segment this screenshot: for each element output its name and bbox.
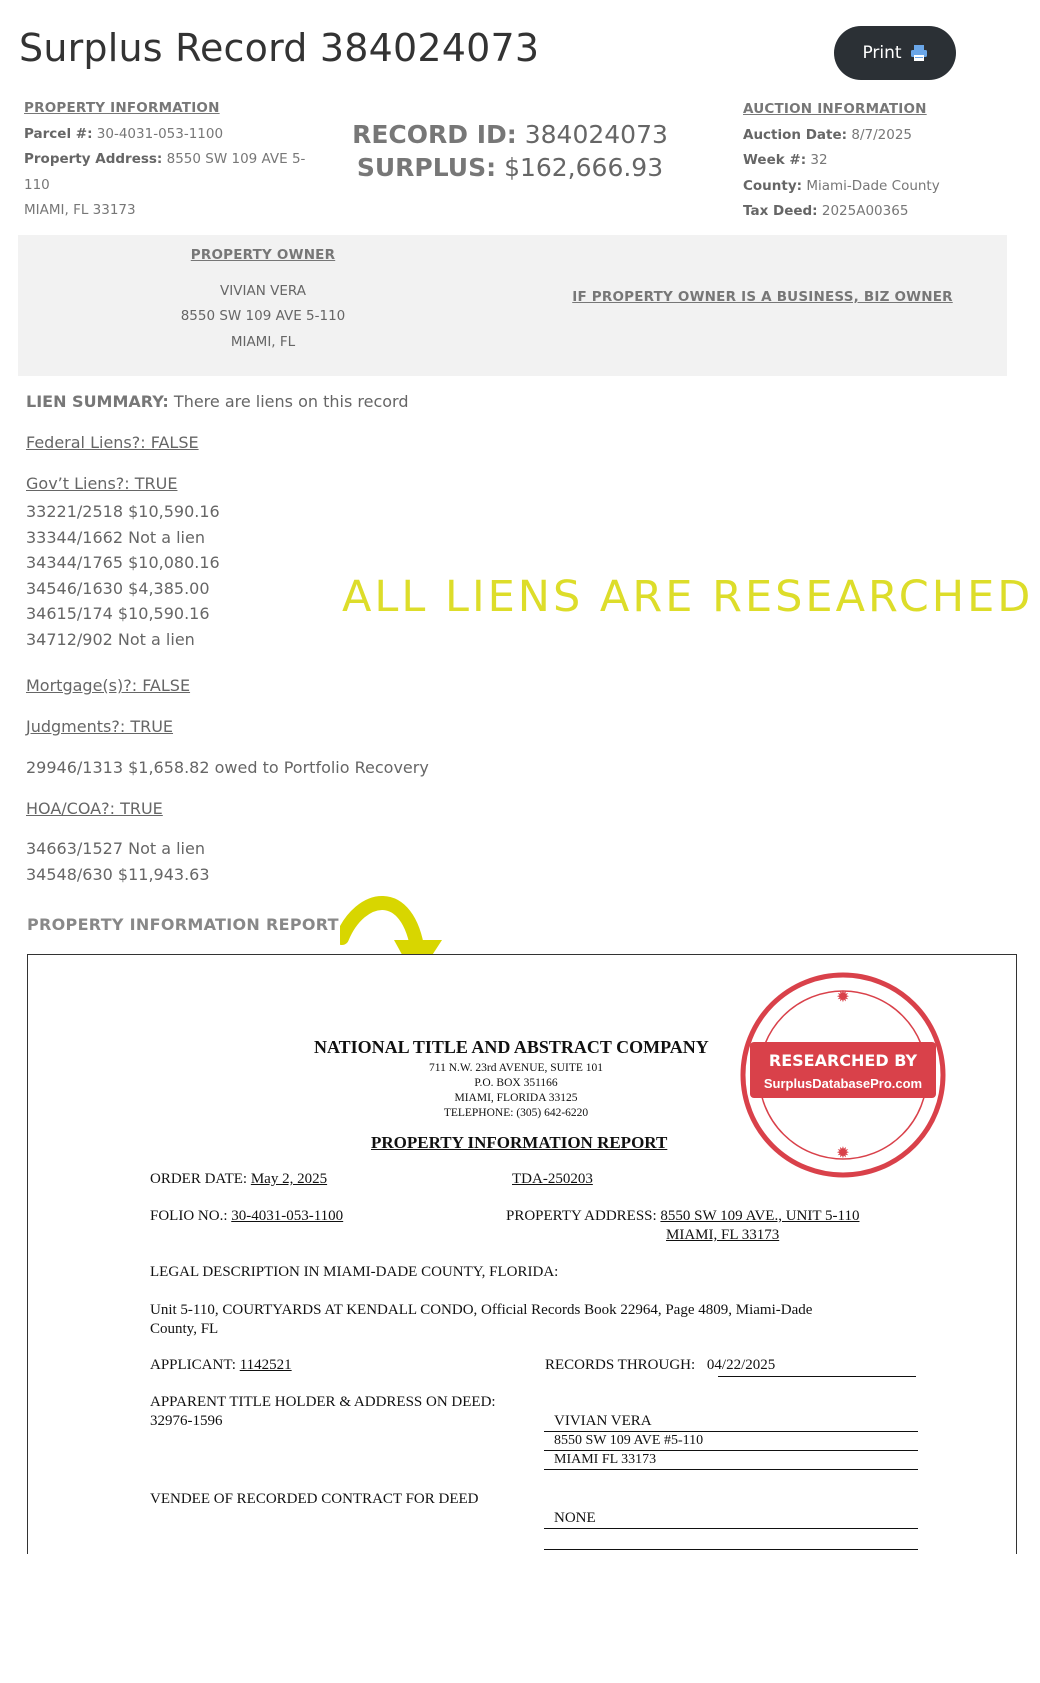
gov-lien-list — [26, 499, 220, 652]
tax-deed-row: Tax Deed: 2025A00365 — [743, 203, 909, 219]
order-date: ORDER DATE: May 2, 2025 — [150, 1171, 328, 1187]
property-information-report — [27, 954, 1017, 1554]
report-section-heading: PROPERTY INFORMATION REPORT — [27, 915, 339, 934]
hoa-lien-list — [26, 836, 210, 887]
vendee-value: NONE — [554, 1510, 596, 1526]
list-item: 34548/630 $11,943.63 — [26, 864, 210, 884]
list-item: 34663/1527 Not a lien — [26, 839, 205, 858]
stamp-line1: RESEARCHED BY — [768, 1051, 918, 1070]
legal-description-line2: County, FL — [150, 1321, 219, 1337]
property-owner — [18, 243, 508, 355]
stamp-line2: SurplusDatabasePro.com — [763, 1076, 923, 1091]
address-row: Property Address: 8550 SW 109 AVE 5- — [24, 151, 306, 167]
title-holder-label: APPARENT TITLE HOLDER & ADDRESS ON DEED: — [150, 1394, 496, 1410]
judgment-item: 29946/1313 $1,658.82 owed to Portfolio Recovery — [26, 758, 429, 777]
county-row: County: Miami-Dade County — [743, 177, 940, 194]
federal-liens: Federal Liens?: FALSE — [26, 433, 199, 452]
legal-description-line1: Unit 5-110, COURTYARDS AT KENDALL CONDO, Official Records Book 22964, Page 4809, Miami-Dade — [150, 1302, 813, 1318]
printer-icon — [910, 44, 928, 62]
address-line3: MIAMI, FL 33173 — [24, 202, 136, 218]
owner-box — [18, 235, 1007, 376]
list-item: 34546/1630 $4,385.00 — [26, 578, 210, 598]
divider — [718, 1376, 916, 1377]
property-information-heading: PROPERTY INFORMATION — [24, 100, 220, 116]
address-line2: 110 — [24, 176, 50, 193]
vendee-label: VENDEE OF RECORDED CONTRACT FOR DEED — [150, 1491, 479, 1507]
order-number: TDA-250203 — [512, 1171, 593, 1187]
liens-researched-banner: ALL LIENS ARE RESEARCHED — [342, 572, 1034, 622]
owner-name: VIVIAN VERA — [220, 282, 306, 299]
lien-summary: LIEN SUMMARY: There are liens on this record — [26, 392, 409, 411]
gov-liens: Gov’t Liens?: TRUE — [26, 474, 178, 493]
mortgages: Mortgage(s)?: FALSE — [26, 676, 191, 695]
parcel-value: 30-4031-053-1100 — [96, 125, 224, 142]
list-item: 33344/1662 Not a lien — [26, 527, 205, 547]
report-property-city: MIAMI, FL 33173 — [666, 1227, 780, 1243]
divider — [544, 1469, 918, 1470]
report-company: NATIONAL TITLE AND ABSTRACT COMPANY — [314, 1037, 709, 1057]
list-item: 34344/1765 $10,080.16 — [26, 553, 220, 572]
list-item: 34615/174 $10,590.16 — [26, 604, 210, 623]
auction-information — [743, 97, 1003, 225]
title-holder-address: 8550 SW 109 AVE #5-110 — [554, 1433, 704, 1448]
title-holder-name: VIVIAN VERA — [554, 1413, 652, 1429]
page-title: Surplus Record 384024073 — [19, 26, 540, 70]
divider — [544, 1549, 918, 1550]
biz-owner-heading: IF PROPERTY OWNER IS A BUSINESS, BIZ OWNER — [572, 289, 953, 305]
hoa-coa: HOA/COA?: TRUE — [26, 799, 163, 818]
list-item: 34712/902 Not a lien — [26, 629, 195, 649]
divider — [544, 1528, 918, 1529]
week-row: Week #: 32 — [743, 152, 828, 168]
divider — [544, 1431, 918, 1432]
svg-text:✹: ✹ — [836, 1143, 850, 1162]
owner-city: MIAMI, FL — [230, 333, 296, 350]
parcel-row: Parcel #: 30-4031-053-1100 — [24, 125, 224, 142]
report-property-address: PROPERTY ADDRESS: 8550 SW 109 AVE., UNIT 5-110 — [506, 1208, 860, 1224]
property-information — [24, 96, 329, 224]
auction-information-heading: AUCTION INFORMATION — [743, 101, 927, 117]
biz-owner — [518, 289, 1007, 305]
surplus-amount: SURPLUS: $162,666.93 — [356, 153, 664, 182]
title-holder-ref: 32976-1596 — [150, 1413, 223, 1429]
title-holder-city: MIAMI FL 33173 — [554, 1452, 657, 1467]
records-through: RECORDS THROUGH: 04/22/2025 — [545, 1357, 776, 1373]
researched-stamp-icon — [740, 972, 946, 1178]
record-id: RECORD ID: 384024073 — [352, 120, 668, 149]
list-item: 33221/2518 $10,590.16 — [26, 502, 220, 521]
record-summary — [330, 118, 690, 184]
judgments: Judgments?: TRUE — [26, 717, 174, 736]
svg-text:✹: ✹ — [836, 987, 850, 1006]
legal-description-label: LEGAL DESCRIPTION IN MIAMI-DADE COUNTY, FLORIDA: — [150, 1264, 559, 1280]
report-title: PROPERTY INFORMATION REPORT — [371, 1133, 668, 1152]
owner-address: 8550 SW 109 AVE 5-110 — [180, 308, 346, 324]
print-label: Print — [862, 43, 902, 63]
folio-number: FOLIO NO.: 30-4031-053-1100 — [150, 1208, 344, 1224]
applicant: APPLICANT: 1142521 — [150, 1357, 292, 1373]
property-owner-heading: PROPERTY OWNER — [190, 247, 336, 263]
report-company-address: 711 N.W. 23rd AVENUE, SUITE 101 P.O. BOX 351166 MIAMI, FLORIDA 33125 TELEPHONE: (305) 642-6220 — [429, 1062, 603, 1119]
divider — [544, 1450, 918, 1451]
print-button[interactable] — [834, 26, 956, 80]
auction-date-row: Auction Date: 8/7/2025 — [743, 126, 912, 143]
